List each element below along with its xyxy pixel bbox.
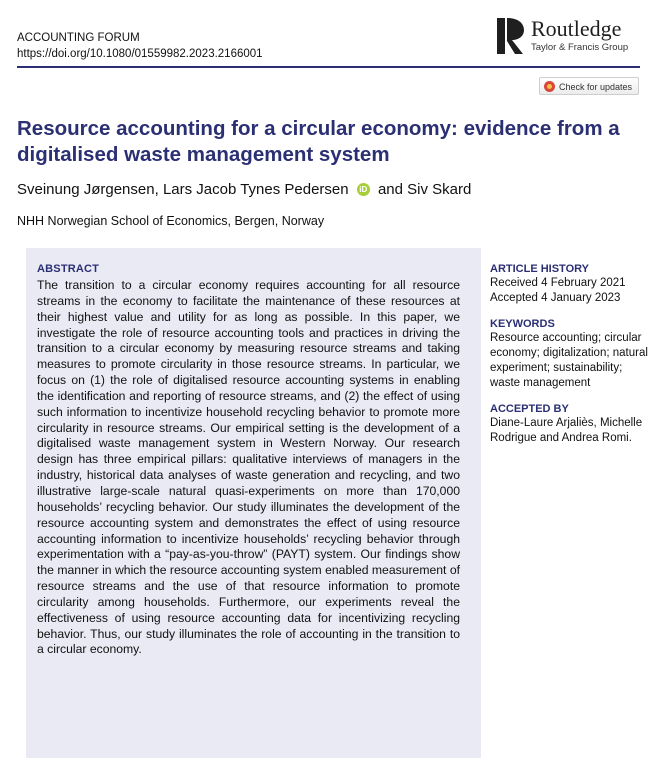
orcid-icon[interactable]: iD (357, 183, 370, 196)
abstract-heading: ABSTRACT (37, 263, 100, 275)
journal-name: ACCOUNTING FORUM (17, 32, 140, 44)
accepted-by-heading: ACCEPTED BY (490, 403, 569, 415)
accepted-by-names: Diane-Laure Arjaliès, Michelle Rodrigue and Andrea Romi. (490, 417, 643, 444)
routledge-logo-icon (497, 16, 525, 56)
article-sidebar (490, 262, 650, 446)
check-for-updates-label: Check for updates (559, 82, 633, 92)
keywords-list: Resource accounting; circular economy; digitalization; natural experiment; sustainability; waste management (490, 332, 648, 389)
author-name[interactable]: Lars Jacob Tynes Pedersen (162, 181, 349, 198)
doi-link[interactable]: https://doi.org/10.1080/01559982.2023.2166001 (17, 48, 263, 60)
article-title: Resource accounting for a circular economy: evidence from a digitalised waste management system (17, 117, 620, 166)
accepted-date: Accepted 4 January 2023 (490, 292, 621, 304)
abstract-text: The transition to a circular economy requires accounting for all resource streams in the economy to facilitate the maintenance of these resources at their highest value and utility for as long as possible. In this paper, we investigate the role of resource accounting tools and practices in driving the transition to a circular economy by measuring resource streams and taking measures to promote circularity in those resource streams. In particular, we focus on (1) the role of digitalised resource accounting systems in enabling the identification and reporting of resource streams, and (2) the effect of using such information to incentivize household recycling behavior to promote more circularity in resource streams. Our empirical setting is the development of a digitalised waste management system in Western Norway. Our research design has three empirical pillars: qualitative interviews of managers in the industry, historical data analyses of waste generation and recycling, and two illustrative large-scale natural quasi-experiments on more than 170,000 households’ recycling behavior. Our study illuminates the development of the resource accounting system and demonstrates the effect of using resource accounting information to incentivize households’ recycling behavior through experimentation with a “pay-as-you-throw” (PAYT) system. Our findings show the manner in which the resource accounting system enabled measurement of resource streams and the use of that resource information to promote circularity among households. Furthermore, our experiments reveal the effectiveness of using resource accounting data for incentivizing recycling behavior. Thus, our study illuminates the role of accounting in the transition to a circular economy. (37, 278, 460, 657)
keywords-heading: KEYWORDS (490, 318, 555, 330)
crossmark-icon (544, 81, 555, 92)
check-for-updates-button[interactable] (539, 77, 639, 95)
affiliation: NHH Norwegian School of Economics, Bergen, Norway (17, 214, 325, 228)
publisher-name: Routledge (531, 16, 622, 41)
author-name[interactable]: Sveinung Jørgensen, (17, 181, 159, 198)
abstract-box (26, 248, 481, 758)
received-date: Received 4 February 2021 (490, 277, 626, 289)
author-name[interactable]: and Siv Skard (377, 181, 472, 198)
article-history-heading: ARTICLE HISTORY (490, 263, 590, 275)
header-divider (17, 66, 640, 68)
author-list (17, 180, 471, 200)
journal-header (17, 30, 263, 62)
publisher-logo (497, 16, 647, 60)
publisher-subtitle: Taylor & Francis Group (531, 42, 629, 53)
